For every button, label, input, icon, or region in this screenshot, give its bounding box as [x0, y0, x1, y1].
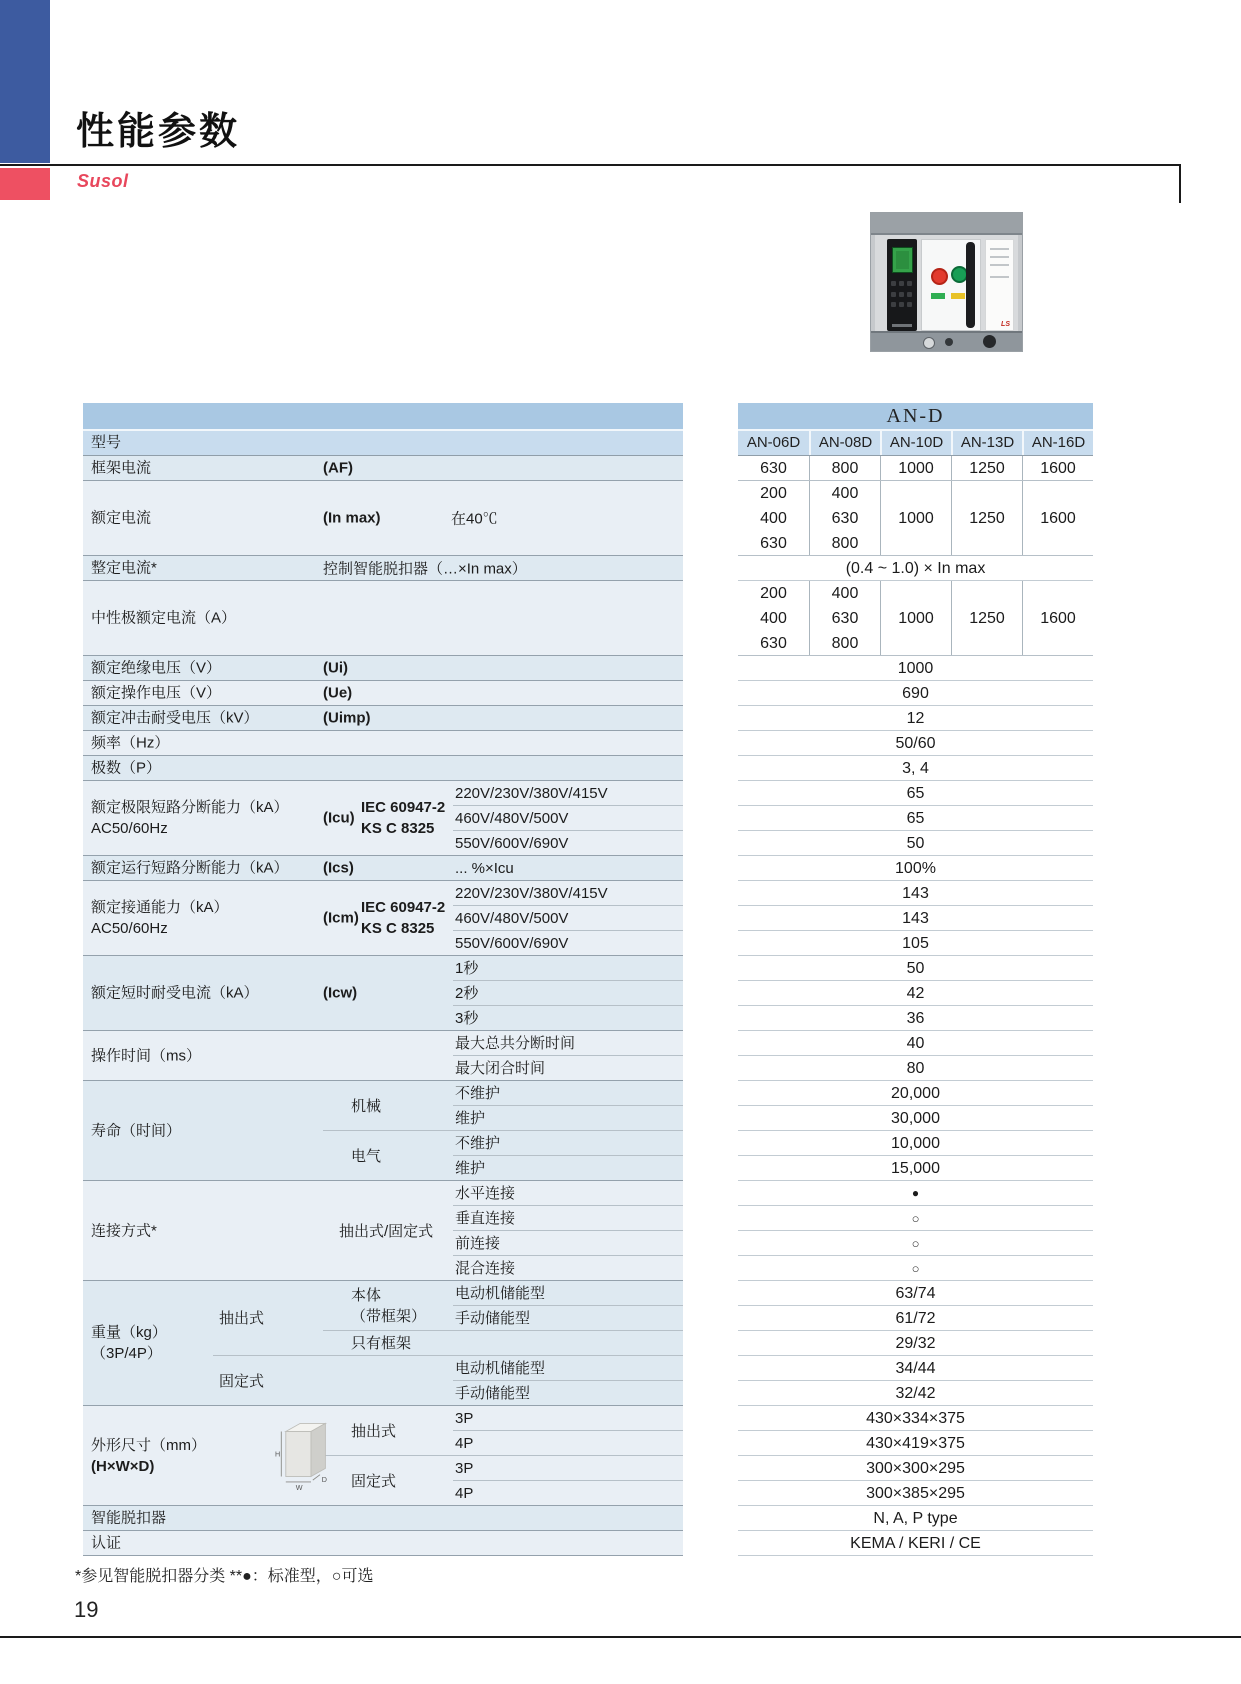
value-band-ics — [738, 856, 1093, 881]
spec-subrow-label: 维护 — [455, 1110, 486, 1127]
spec-label-line: 认证 — [91, 1534, 122, 1552]
subrow-separator — [323, 1330, 683, 1331]
spec-subrow-label: 460V/480V/500V — [455, 910, 569, 927]
value: 400 — [831, 484, 859, 502]
spec-subrow-label: 垂直连接 — [455, 1210, 516, 1227]
subrow-separator — [453, 1205, 683, 1206]
spec-band-dimensions — [83, 1406, 683, 1506]
value-columns — [738, 481, 1093, 555]
spec-label-line: 极数（P） — [91, 759, 162, 777]
spec-subrow-label: 混合连接 — [455, 1260, 516, 1277]
value-row: 42 — [738, 981, 1093, 1006]
value-row: 29/32 — [738, 1331, 1093, 1356]
product-photo-charging-handle — [966, 242, 975, 328]
spec-subrow-label: 不维护 — [455, 1135, 501, 1152]
spec-table-top-band — [83, 403, 683, 431]
value-band-weight — [738, 1281, 1093, 1406]
spec-subgroup-line: 固定式 — [351, 1472, 397, 1490]
spec-label — [91, 797, 289, 839]
value-row: (0.4 ~ 1.0) × In max — [738, 556, 1093, 581]
spec-code: (In max) — [323, 509, 381, 527]
value-column-an-13d — [951, 581, 1022, 655]
spec-label-line: 操作时间（ms） — [91, 1047, 201, 1064]
product-photo-off-button — [931, 268, 948, 285]
value-column-an-06d — [738, 481, 809, 555]
product-photo — [870, 212, 1023, 352]
value-column-an-13d — [951, 456, 1022, 480]
value-band-poles — [738, 756, 1093, 781]
spec-label — [91, 658, 221, 679]
spec-subrow-label: 水平连接 — [455, 1185, 516, 1202]
value-row: ● — [738, 1181, 1093, 1206]
spec-band-frame-current — [83, 456, 683, 481]
value-row: 65 — [738, 781, 1093, 806]
value: 630 — [760, 634, 787, 652]
spec-subrow-label: 手动储能型 — [455, 1310, 531, 1327]
subrow-separator — [453, 1380, 683, 1381]
value-row: 12 — [738, 706, 1093, 731]
value-column-an-10d — [880, 456, 951, 480]
spec-code: (Ui) — [323, 659, 348, 677]
value: 200 — [760, 484, 787, 502]
value-column-an-16d — [1022, 481, 1093, 555]
subrow-separator — [213, 1355, 683, 1356]
spec-label-line: 额定接通能力（kA） — [91, 899, 229, 916]
standard-line: KS C 8325 — [361, 920, 435, 937]
spec-table-labels — [83, 403, 683, 1556]
value-row: 100% — [738, 856, 1093, 881]
value-row: N, A, P type — [738, 1506, 1093, 1531]
spec-subrow-label: 550V/600V/690V — [455, 935, 569, 952]
spec-code: (Uimp) — [323, 709, 371, 727]
spec-label-line: （3P/4P） — [91, 1345, 162, 1362]
spec-subrow-label: 460V/480V/500V — [455, 810, 569, 827]
spec-subrow-label: 维护 — [455, 1160, 486, 1177]
value-row: 10,000 — [738, 1131, 1093, 1156]
spec-band-connection — [83, 1181, 683, 1281]
subrow-separator — [453, 1055, 683, 1056]
spec-band-certification — [83, 1531, 683, 1556]
spec-label-line: 寿命（时间） — [91, 1122, 182, 1139]
value: 800 — [831, 534, 859, 552]
spec-band-poles — [83, 756, 683, 781]
family-name: AN-D — [886, 404, 945, 427]
svg-text:H: H — [275, 1449, 281, 1459]
spec-table-body — [83, 456, 683, 1556]
value-column-an-10d — [880, 581, 951, 655]
spec-group — [219, 1356, 264, 1406]
value-row: ○ — [738, 1206, 1093, 1231]
product-photo-rating-label: LS — [985, 239, 1014, 331]
value-column-an-08d — [809, 456, 880, 480]
spec-label — [91, 1533, 121, 1554]
spec-subgroup-line: 抽出式/固定式 — [339, 1222, 434, 1240]
spec-group — [219, 1281, 264, 1356]
value-band-rated-current — [738, 481, 1093, 556]
spec-label-line: AC50/60Hz — [91, 820, 168, 837]
spec-subgroup — [351, 1131, 381, 1181]
spec-band-icw — [83, 956, 683, 1031]
value: 1250 — [969, 459, 1005, 477]
model-label-row — [83, 431, 683, 456]
subrow-separator — [453, 1155, 683, 1156]
product-photo-top-cap — [871, 213, 1022, 235]
spec-band-frequency — [83, 731, 683, 756]
value-column-an-10d — [880, 481, 951, 555]
value-band-neutral-rated-current — [738, 581, 1093, 656]
spec-subrow-label: 4P — [455, 1435, 474, 1452]
spec-subgroup — [351, 1331, 411, 1356]
dimension-box-icon-wrap — [275, 1417, 329, 1495]
value-column-an-06d — [738, 581, 809, 655]
value-column-an-13d — [951, 481, 1022, 555]
subrow-separator — [323, 1455, 683, 1456]
value-row: ○ — [738, 1256, 1093, 1281]
value-row: 430×419×375 — [738, 1431, 1093, 1456]
value-band-rated-impulse-voltage — [738, 706, 1093, 731]
subrow-separator — [453, 905, 683, 906]
value-band-icw — [738, 956, 1093, 1031]
subrow-separator — [453, 1430, 683, 1431]
model-header-an-10d: AN-10D — [880, 431, 951, 455]
subrow-separator — [453, 805, 683, 806]
spec-label-line: (H×W×D) — [91, 1457, 155, 1475]
spec-label-line: AC50/60Hz — [91, 920, 168, 937]
subrow-separator — [453, 1105, 683, 1106]
spec-band-neutral-rated-current — [83, 581, 683, 656]
value-band-life — [738, 1081, 1093, 1181]
value-band-setting-current — [738, 556, 1093, 581]
spec-label — [91, 683, 221, 704]
spec-subgroup-line: 本体 — [351, 1287, 382, 1304]
value-row: 690 — [738, 681, 1093, 706]
spec-label-line: 智能脱扣器 — [91, 1509, 167, 1527]
page-number: 19 — [74, 1597, 99, 1622]
value-band-frequency — [738, 731, 1093, 756]
spec-band-rated-operational-voltage — [83, 681, 683, 706]
value: 1250 — [969, 609, 1005, 627]
spec-label-line: 重量（kg） — [91, 1324, 167, 1341]
spec-code: (Icu) — [323, 809, 355, 827]
spec-label-line: 额定运行短路分断能力（kA） — [91, 859, 289, 877]
value-row: 36 — [738, 1006, 1093, 1031]
spec-subgroup-line: 机械 — [351, 1097, 382, 1115]
spec-code: (Icw) — [323, 984, 358, 1002]
spec-subrow-label: 3秒 — [455, 1010, 479, 1027]
spec-subgroup — [351, 1081, 381, 1131]
spec-band-icm — [83, 881, 683, 956]
value: 400 — [760, 509, 787, 527]
model-header-row — [738, 431, 1093, 456]
value-columns — [738, 581, 1093, 655]
spec-band-rated-insulation-voltage — [83, 656, 683, 681]
spec-label-line: 额定冲击耐受电压（kV） — [91, 709, 259, 727]
value: 1600 — [1040, 609, 1076, 627]
subrow-separator — [323, 1130, 683, 1131]
brand-logo: Susol — [77, 171, 129, 191]
value-row: 32/42 — [738, 1381, 1093, 1406]
spec-group-line: 固定式 — [219, 1372, 265, 1390]
product-photo-face — [875, 235, 1018, 331]
value-columns — [738, 456, 1093, 480]
product-photo-keypad — [891, 281, 913, 311]
value-band-connection — [738, 1181, 1093, 1281]
value-row: ○ — [738, 1231, 1093, 1256]
spec-subgroup-line: 只有框架 — [351, 1335, 412, 1352]
value-row: 1000 — [738, 656, 1093, 681]
svg-text:D: D — [321, 1474, 328, 1484]
spec-subrow-label: 电动机储能型 — [455, 1285, 546, 1302]
spec-subgroup-line: （带框架） — [351, 1308, 427, 1325]
value: 800 — [831, 459, 859, 477]
spec-table-values — [738, 403, 1093, 1556]
spec-band-weight — [83, 1281, 683, 1406]
subrow-separator — [453, 830, 683, 831]
spec-subgroup-line: 抽出式 — [351, 1422, 397, 1440]
spec-label-line: 额定操作电压（V） — [91, 684, 222, 702]
spec-subgroup — [351, 1281, 426, 1331]
spec-subrow-label: 3P — [455, 1410, 474, 1427]
spec-band-operating-time — [83, 1031, 683, 1081]
spec-label-line: 频率（Hz） — [91, 734, 170, 752]
value-column-an-08d — [809, 581, 880, 655]
value-column-an-16d — [1022, 456, 1093, 480]
subrow-separator — [453, 1480, 683, 1481]
spec-label-line: 额定极限短路分断能力（kA） — [91, 799, 289, 816]
spec-values-body — [738, 456, 1093, 1556]
standard-line: IEC 60947-2 — [361, 799, 446, 816]
value-row: 63/74 — [738, 1281, 1093, 1306]
spec-subgroup — [339, 1181, 433, 1281]
spec-subrow-label: 220V/230V/380V/415V — [455, 885, 608, 902]
value-row: KEMA / KERI / CE — [738, 1531, 1093, 1556]
subrow-separator — [453, 930, 683, 931]
value-row: 20,000 — [738, 1081, 1093, 1106]
value-band-certification — [738, 1531, 1093, 1556]
title-rule-tick — [1179, 164, 1181, 203]
spec-band-ics — [83, 856, 683, 881]
spec-subgroup — [351, 1456, 396, 1506]
standard-line: KS C 8325 — [361, 820, 435, 837]
value-row: 430×334×375 — [738, 1406, 1093, 1431]
spec-band-life — [83, 1081, 683, 1181]
value-row: 3, 4 — [738, 756, 1093, 781]
spec-subrow-label: 220V/230V/380V/415V — [455, 785, 608, 802]
spec-band-icu — [83, 781, 683, 856]
spec-label — [91, 458, 151, 479]
model-header-an-13d: AN-13D — [951, 431, 1022, 455]
spec-band-trip-relay — [83, 1506, 683, 1531]
value-band-icm — [738, 881, 1093, 956]
value-row: 50/60 — [738, 731, 1093, 756]
spec-subrow-label: 最大闭合时间 — [455, 1060, 546, 1077]
value-row: 143 — [738, 881, 1093, 906]
family-header-band — [738, 403, 1093, 431]
page-title: 性能参数 — [76, 111, 241, 153]
value-column-an-08d — [809, 481, 880, 555]
value-row: 30,000 — [738, 1106, 1093, 1131]
svg-text:W: W — [295, 1482, 303, 1491]
product-photo-lcd — [892, 247, 913, 273]
spec-subrow-label: ... %×Icu — [455, 860, 514, 877]
subrow-separator — [453, 1230, 683, 1231]
spec-label — [91, 1220, 157, 1241]
value-band-dimensions — [738, 1406, 1093, 1506]
spec-code: (Ue) — [323, 684, 353, 702]
spec-label-line: 额定绝缘电压（V） — [91, 659, 222, 677]
spec-subrow-label: 2秒 — [455, 985, 479, 1002]
value-row: 105 — [738, 931, 1093, 956]
value-band-trip-relay — [738, 1506, 1093, 1531]
product-photo-relay-panel — [887, 239, 917, 331]
spec-band-rated-current — [83, 481, 683, 556]
spec-label — [91, 1322, 167, 1364]
spec-subgroup — [351, 1406, 396, 1456]
value-band-icu — [738, 781, 1093, 856]
spec-label — [91, 558, 157, 579]
spec-subrow-label: 550V/600V/690V — [455, 835, 569, 852]
spec-label — [91, 708, 259, 729]
spec-code: (AF) — [323, 459, 353, 477]
value-row: 15,000 — [738, 1156, 1093, 1181]
spec-label — [91, 1435, 206, 1477]
spec-label-line: 外形尺寸（mm） — [91, 1436, 206, 1454]
standard-line: IEC 60947-2 — [361, 899, 446, 916]
bottom-rule — [0, 1636, 1241, 1638]
subrow-separator — [453, 980, 683, 981]
title-rule — [0, 164, 1181, 166]
spec-label-line: 框架电流 — [91, 459, 152, 477]
value: 800 — [831, 634, 859, 652]
spec-subrow-label: 前连接 — [455, 1235, 501, 1252]
model-header-an-16d: AN-16D — [1022, 431, 1093, 455]
spec-label-line: 额定电流 — [91, 509, 152, 527]
value-row: 80 — [738, 1056, 1093, 1081]
value: 1000 — [898, 459, 934, 477]
value: 1600 — [1040, 459, 1076, 477]
spec-code: (Ics) — [323, 859, 354, 877]
spec-note: 在40℃ — [451, 510, 498, 528]
spec-code: (Icm) — [323, 909, 359, 927]
subrow-separator — [453, 1005, 683, 1006]
spec-label — [91, 983, 259, 1004]
spec-label-line: 整定电流* — [91, 559, 157, 577]
value-row: 61/72 — [738, 1306, 1093, 1331]
spec-group-line: 抽出式 — [219, 1310, 265, 1327]
spec-band-rated-impulse-voltage — [83, 706, 683, 731]
spec-label-line: 中性极额定电流（A） — [91, 609, 237, 627]
value: 1000 — [898, 609, 934, 627]
subrow-separator — [453, 1305, 683, 1306]
value-row: 50 — [738, 956, 1093, 981]
value-row: 300×300×295 — [738, 1456, 1093, 1481]
spec-subrow-label: 不维护 — [455, 1085, 501, 1102]
value-band-frame-current — [738, 456, 1093, 481]
product-photo-front-cover — [921, 239, 981, 331]
value-column-an-06d — [738, 456, 809, 480]
spec-label — [91, 897, 229, 939]
value-row: 143 — [738, 906, 1093, 931]
value: 630 — [760, 534, 787, 552]
spec-label — [91, 1045, 201, 1066]
spec-label — [91, 858, 289, 879]
standard-reference — [361, 797, 445, 839]
spec-band-setting-current — [83, 556, 683, 581]
spec-subgroup-line: 电气 — [351, 1147, 382, 1165]
value-row: 50 — [738, 831, 1093, 856]
value: 630 — [831, 609, 859, 627]
value: 1000 — [898, 509, 934, 527]
dimension-box-icon — [275, 1417, 329, 1491]
spec-condition: 控制智能脱扣器（…×In max） — [323, 560, 527, 578]
spec-label-line: 额定短时耐受电流（kA） — [91, 984, 259, 1002]
value-band-operating-time — [738, 1031, 1093, 1081]
value: 1250 — [969, 509, 1005, 527]
value: 400 — [760, 609, 787, 627]
value: 630 — [831, 509, 859, 527]
spec-label — [91, 733, 169, 754]
spec-subrow-label: 1秒 — [455, 960, 479, 977]
standard-reference — [361, 897, 445, 939]
spec-subrow-label: 最大总共分断时间 — [455, 1035, 576, 1052]
value-row: 65 — [738, 806, 1093, 831]
value-column-an-16d — [1022, 581, 1093, 655]
corner-red-block — [0, 168, 50, 200]
value: 1600 — [1040, 509, 1076, 527]
value-row: 40 — [738, 1031, 1093, 1056]
spec-subrow-label: 3P — [455, 1460, 474, 1477]
corner-blue-block — [0, 0, 50, 163]
spec-label — [91, 1508, 166, 1529]
model-header-an-08d: AN-08D — [809, 431, 880, 455]
value: 400 — [831, 584, 859, 602]
spec-label — [91, 508, 151, 529]
value-band-rated-operational-voltage — [738, 681, 1093, 706]
value-row: 34/44 — [738, 1356, 1093, 1381]
value-row: 300×385×295 — [738, 1481, 1093, 1506]
spec-subrow-label: 4P — [455, 1485, 474, 1502]
value: 630 — [760, 459, 787, 477]
spec-label — [91, 758, 161, 779]
spec-subrow-label: 手动储能型 — [455, 1385, 531, 1402]
model-label: 型号 — [91, 434, 122, 451]
spec-label — [91, 608, 236, 629]
value: 200 — [760, 584, 787, 602]
product-photo-base — [871, 331, 1022, 351]
value-band-rated-insulation-voltage — [738, 656, 1093, 681]
spec-label-line: 连接方式* — [91, 1222, 157, 1239]
spec-label — [91, 1120, 181, 1141]
subrow-separator — [453, 1255, 683, 1256]
model-header-an-06d: AN-06D — [746, 434, 801, 451]
footnote: *参见智能脱扣器分类 **●：标准型，○可选 — [75, 1568, 374, 1585]
spec-subrow-label: 电动机储能型 — [455, 1360, 546, 1377]
